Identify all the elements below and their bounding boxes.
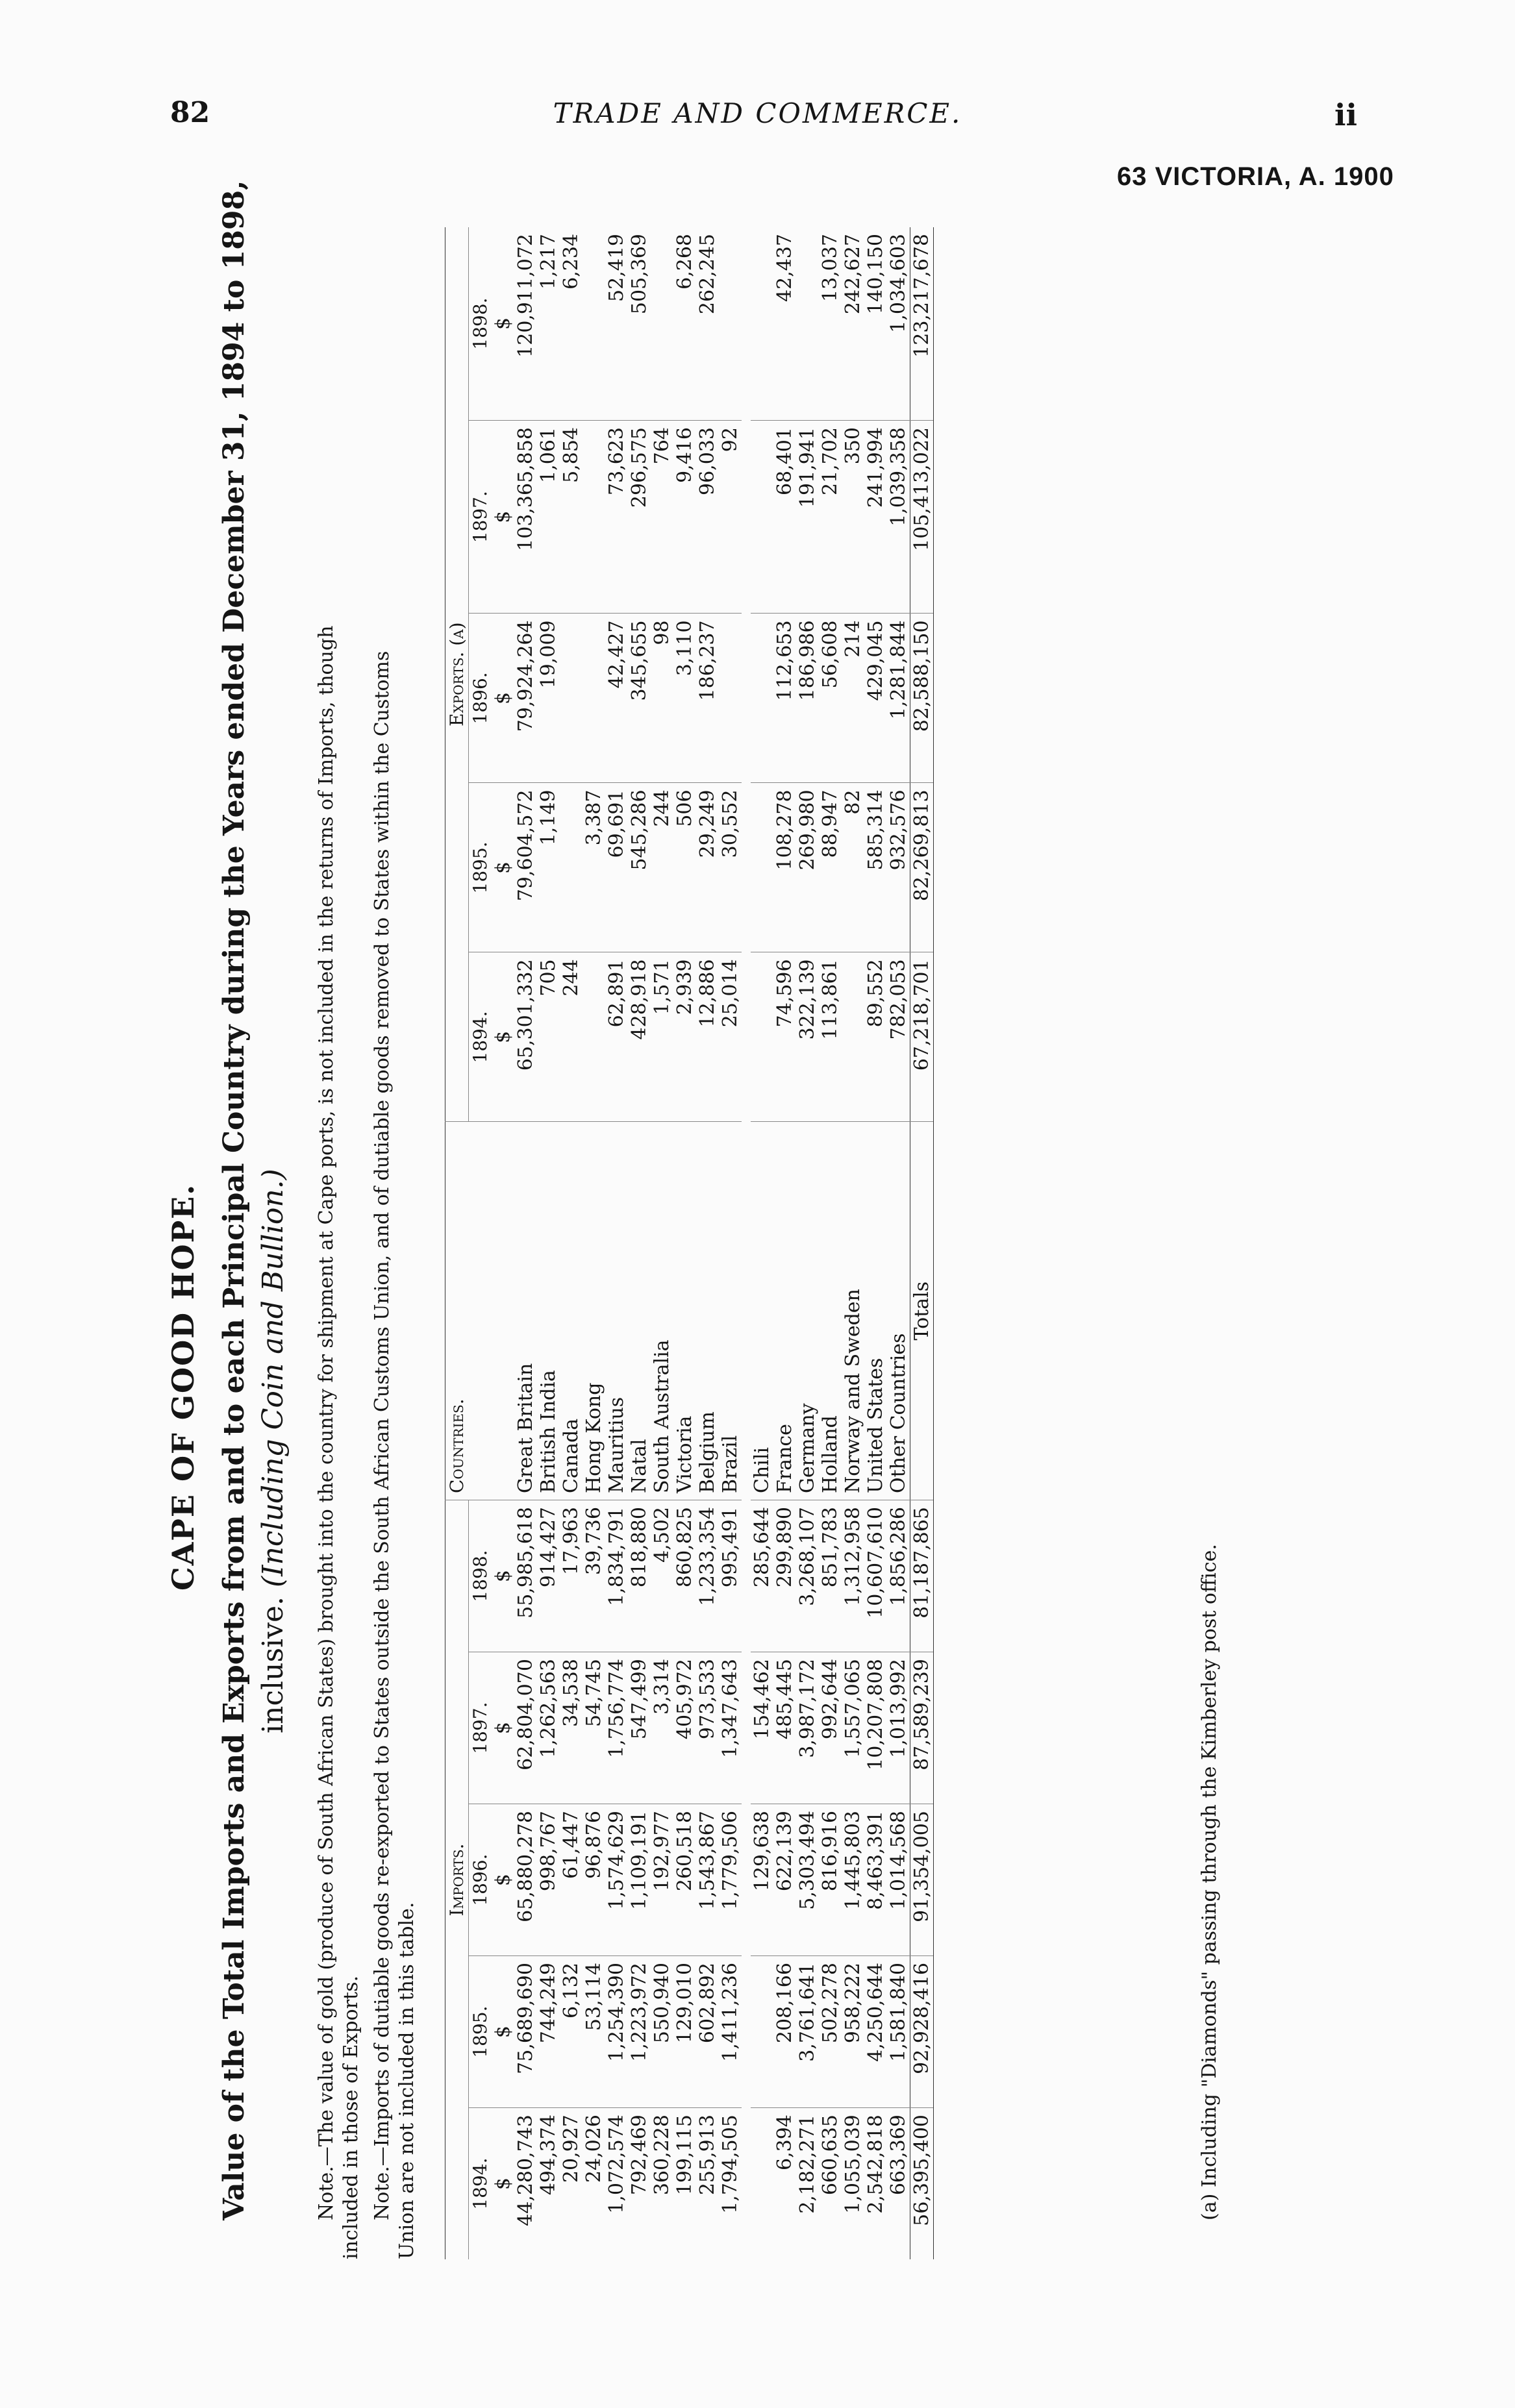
exports-value: 1,039,358 <box>887 421 910 614</box>
exports-total: 82,269,813 <box>910 783 934 952</box>
imports-value: 1,834,791 <box>605 1500 628 1652</box>
exports-value: 705 <box>537 959 560 997</box>
exports-value: 244 <box>560 959 582 997</box>
imports-value: 1,254,390 <box>605 1956 628 2108</box>
imports-value: 6,132 <box>560 1956 582 2108</box>
exports-value <box>719 227 742 421</box>
exports-value <box>751 614 773 783</box>
imports-value: 818,880 <box>628 1500 651 1652</box>
exports-value: 30,552 <box>719 783 742 952</box>
exports-value <box>751 227 773 421</box>
exports-value: 545,286 <box>628 783 651 952</box>
exports-value: 69,691 <box>605 783 628 952</box>
imports-value: 17,963 <box>560 1500 582 1652</box>
imports-year-1897: 1897. <box>469 1652 492 1804</box>
currency-symbol: $ <box>492 1652 514 1804</box>
imports-value: 20,927 <box>560 2115 582 2183</box>
totals-label: Totals <box>910 1122 934 1500</box>
exports-value: 68,401 <box>773 421 796 614</box>
imports-value: 96,876 <box>582 1804 605 1956</box>
country-name: Holland <box>819 1122 842 1500</box>
exports-value <box>582 421 605 614</box>
imports-value: 1,014,568 <box>887 1804 910 1956</box>
exports-value: 505,369 <box>628 227 651 421</box>
imports-year-1894: 1894. <box>470 2157 491 2210</box>
exports-value: 65,301,332 <box>514 959 537 1071</box>
exports-value: 3,110 <box>673 614 696 783</box>
exports-value <box>582 952 605 1122</box>
running-title: TRADE AND COMMERCE. <box>553 97 962 129</box>
imports-value: 3,268,107 <box>796 1500 819 1652</box>
currency-symbol: $ <box>492 227 514 421</box>
imports-total: 56,395,400 <box>910 2108 934 2259</box>
imports-value: 1,013,992 <box>887 1652 910 1804</box>
imports-value: 39,736 <box>582 1500 605 1652</box>
totals-row <box>910 227 934 2259</box>
note-2-cont: Union are not included in this table. <box>395 1902 418 2259</box>
imports-value: 3,987,172 <box>796 1652 819 1804</box>
imports-value: 260,518 <box>673 1804 696 1956</box>
exports-value <box>582 227 605 421</box>
exports-total: 67,218,701 <box>910 952 934 1122</box>
trade-table <box>445 227 934 2259</box>
imports-value: 602,892 <box>696 1956 719 2108</box>
imports-value: 995,491 <box>719 1500 742 1652</box>
table-row <box>560 227 582 2259</box>
table-row <box>751 227 773 2259</box>
table-row <box>628 227 651 2259</box>
exports-total: 105,413,022 <box>910 421 934 614</box>
countries-header: Countries. <box>445 1122 492 1500</box>
note-1: Note.—The value of gold (produce of South African States) brought into the country for shipment at Cape ports, is not included in the returns of Imports, though <box>315 625 338 2220</box>
exports-value: 429,045 <box>864 614 887 783</box>
exports-value: 56,608 <box>819 614 842 783</box>
table-row <box>673 227 696 2259</box>
exports-value: 92 <box>719 421 742 614</box>
exports-value: 2,939 <box>673 959 696 1015</box>
exports-value: 52,419 <box>605 227 628 421</box>
exports-value: 5,854 <box>560 421 582 614</box>
imports-value: 958,222 <box>842 1956 864 2108</box>
exports-value: 140,150 <box>864 227 887 421</box>
exports-value: 42,437 <box>773 227 796 421</box>
exports-value: 13,037 <box>819 227 842 421</box>
imports-value: 1,312,958 <box>842 1500 864 1652</box>
currency-symbol: $ <box>492 2178 514 2191</box>
imports-value: 54,745 <box>582 1652 605 1804</box>
imports-value: 860,825 <box>673 1500 696 1652</box>
imports-value: 53,114 <box>582 1956 605 2108</box>
table-row <box>819 227 842 2259</box>
imports-value: 2,182,271 <box>796 2115 819 2214</box>
table-subtitle: Value of the Total Imports and Exports from and to each Principal Country during the Years ended December 31, 1894 to 1898, <box>218 180 251 2220</box>
exports-value: 782,053 <box>887 959 910 1040</box>
imports-value: 1,581,840 <box>887 1956 910 2108</box>
imports-value: 10,607,610 <box>864 1500 887 1652</box>
table-row <box>796 227 819 2259</box>
country-name: British India <box>537 1122 560 1500</box>
imports-value: 1,411,236 <box>719 1956 742 2108</box>
country-name: France <box>773 1122 796 1500</box>
table-body <box>492 227 934 2259</box>
currency-symbol: $ <box>492 614 514 783</box>
currency-symbol: $ <box>492 1804 514 1956</box>
exports-value <box>751 421 773 614</box>
exports-value: 89,552 <box>864 959 887 1028</box>
imports-value: 1,072,574 <box>605 2115 628 2214</box>
currency-row <box>492 227 514 2259</box>
exports-value: 112,653 <box>773 614 796 783</box>
table-row <box>582 227 605 2259</box>
exports-value: 12,886 <box>696 959 719 1028</box>
exports-value: 6,234 <box>560 227 582 421</box>
exports-value: 1,034,603 <box>887 227 910 421</box>
imports-value: 10,207,808 <box>864 1652 887 1804</box>
imports-value: 1,794,505 <box>719 2115 742 2214</box>
section-mark: ii <box>1334 97 1357 132</box>
imports-value: 65,880,278 <box>514 1804 537 1956</box>
imports-value: 62,804,070 <box>514 1652 537 1804</box>
exports-value <box>651 227 673 421</box>
exports-value: 322,139 <box>796 959 819 1040</box>
exports-value: 108,278 <box>773 783 796 952</box>
exports-value: 79,604,572 <box>514 783 537 952</box>
imports-total: 81,187,865 <box>910 1500 934 1652</box>
imports-value: 1,055,039 <box>842 2115 864 2214</box>
exports-value: 3,387 <box>582 783 605 952</box>
session-label: 63 VICTORIA, A. 1900 <box>1117 162 1394 191</box>
country-name: United States <box>864 1122 887 1500</box>
country-name: Germany <box>796 1122 819 1500</box>
table-subtitle-line-2 <box>257 1169 290 1733</box>
imports-value: 5,303,494 <box>796 1804 819 1956</box>
exports-value: 214 <box>842 614 864 783</box>
imports-value: 998,767 <box>537 1804 560 1956</box>
imports-year-1898: 1898. <box>469 1500 492 1652</box>
page-title: CAPE OF GOOD HOPE. <box>166 1183 201 1591</box>
imports-value: 8,463,391 <box>864 1804 887 1956</box>
table-row <box>719 227 742 2259</box>
table-row <box>842 227 864 2259</box>
exports-value: 1,571 <box>651 959 673 1015</box>
imports-value: 744,249 <box>537 1956 560 2108</box>
exports-total: 123,217,678 <box>910 227 934 421</box>
exports-year-1894: 1894. <box>470 1011 491 1063</box>
row-spacer <box>742 227 751 2259</box>
exports-value: 42,427 <box>605 614 628 783</box>
imports-value: 660,635 <box>819 2115 842 2196</box>
currency-symbol: $ <box>492 421 514 614</box>
imports-value: 154,462 <box>751 1652 773 1804</box>
exports-value: 113,861 <box>819 959 842 1040</box>
country-name: Natal <box>628 1122 651 1500</box>
imports-value: 1,856,286 <box>887 1500 910 1652</box>
imports-value: 34,538 <box>560 1652 582 1804</box>
exports-value: 585,314 <box>864 783 887 952</box>
imports-value: 4,502 <box>651 1500 673 1652</box>
exports-value: 932,576 <box>887 783 910 952</box>
table-row <box>537 227 560 2259</box>
imports-value: 1,574,629 <box>605 1804 628 1956</box>
imports-value: 3,761,641 <box>796 1956 819 2108</box>
imports-year-1896: 1896. <box>469 1804 492 1956</box>
exports-value: 82 <box>842 783 864 952</box>
imports-value: 1,233,354 <box>696 1500 719 1652</box>
imports-value: 1,756,774 <box>605 1652 628 1804</box>
imports-value: 199,115 <box>673 2115 696 2196</box>
country-name: Chili <box>751 1122 773 1500</box>
imports-value: 61,447 <box>560 1804 582 1956</box>
exports-value: 62,891 <box>605 959 628 1028</box>
imports-total: 87,589,239 <box>910 1652 934 1804</box>
imports-value: 24,026 <box>582 2115 605 2183</box>
imports-value: 1,109,191 <box>628 1804 651 1956</box>
imports-value: 208,166 <box>773 1956 796 2108</box>
exports-value: 191,941 <box>796 421 819 614</box>
exports-value: 262,245 <box>696 227 719 421</box>
exports-value: 1,061 <box>537 421 560 614</box>
table-row <box>864 227 887 2259</box>
exports-value: 345,655 <box>628 614 651 783</box>
country-name: Hong Kong <box>582 1122 605 1500</box>
imports-value: 1,445,803 <box>842 1804 864 1956</box>
imports-value: 816,916 <box>819 1804 842 1956</box>
imports-value: 3,314 <box>651 1652 673 1804</box>
imports-value: 6,394 <box>773 2115 796 2170</box>
imports-value: 55,985,618 <box>514 1500 537 1652</box>
exports-value: 506 <box>673 783 696 952</box>
exports-value: 79,924,264 <box>514 614 537 783</box>
exports-value <box>796 227 819 421</box>
country-name: Mauritius <box>605 1122 628 1500</box>
currency-symbol: $ <box>492 952 514 1122</box>
imports-value: 914,427 <box>537 1500 560 1652</box>
imports-value: 992,644 <box>819 1652 842 1804</box>
currency-symbol: $ <box>492 1500 514 1652</box>
exports-value: 244 <box>651 783 673 952</box>
table-row <box>887 227 910 2259</box>
exports-total: 82,588,150 <box>910 614 934 783</box>
exports-year-1896: 1896. <box>469 614 492 783</box>
imports-value: 285,644 <box>751 1500 773 1652</box>
imports-value: 2,542,818 <box>864 2115 887 2214</box>
currency-symbol: $ <box>492 783 514 952</box>
imports-value: 485,445 <box>773 1652 796 1804</box>
rotated-table-page <box>166 180 1515 2259</box>
imports-total: 92,928,416 <box>910 1956 934 2108</box>
exports-value: 241,994 <box>864 421 887 614</box>
imports-header: Imports. <box>445 1500 469 2259</box>
imports-value: 405,972 <box>673 1652 696 1804</box>
exports-value: 269,980 <box>796 783 819 952</box>
exports-value: 96,033 <box>696 421 719 614</box>
imports-value: 129,010 <box>673 1956 696 2108</box>
table-row <box>514 227 537 2259</box>
imports-value: 4,250,644 <box>864 1956 887 2108</box>
country-name: Belgium <box>696 1122 719 1500</box>
exports-value: 73,623 <box>605 421 628 614</box>
imports-value: 550,940 <box>651 1956 673 2108</box>
exports-value: 29,249 <box>696 783 719 952</box>
imports-value: 494,374 <box>537 2115 560 2196</box>
imports-value: 1,779,506 <box>719 1804 742 1956</box>
exports-value: 1,217 <box>537 227 560 421</box>
table-row <box>605 227 628 2259</box>
exports-value: 186,986 <box>796 614 819 783</box>
exports-value: 764 <box>651 421 673 614</box>
exports-value: 6,268 <box>673 227 696 421</box>
country-name: Canada <box>560 1122 582 1500</box>
page-number: 82 <box>170 96 210 129</box>
exports-value <box>560 614 582 783</box>
exports-value <box>751 952 773 1122</box>
exports-value <box>751 783 773 952</box>
exports-value <box>842 952 864 1122</box>
exports-year-1898: 1898. <box>469 227 492 421</box>
exports-value: 120,911,072 <box>514 227 537 421</box>
exports-value <box>719 614 742 783</box>
exports-value: 98 <box>651 614 673 783</box>
imports-value: 792,469 <box>628 2115 651 2196</box>
imports-value: 1,262,563 <box>537 1652 560 1804</box>
exports-value: 25,014 <box>719 959 742 1028</box>
exports-value: 428,918 <box>628 959 651 1040</box>
imports-value: 299,890 <box>773 1500 796 1652</box>
exports-header: Exports. (a) <box>445 227 469 1122</box>
imports-year-1895: 1895. <box>469 1956 492 2108</box>
imports-value: 1,557,065 <box>842 1652 864 1804</box>
exports-value: 88,947 <box>819 783 842 952</box>
country-name: Brazil <box>719 1122 742 1500</box>
subtitle-including-note: (Including Coin and Bullion.) <box>257 1169 290 1587</box>
imports-value: 622,139 <box>773 1804 796 1956</box>
imports-value: 851,783 <box>819 1500 842 1652</box>
imports-value: 1,223,972 <box>628 1956 651 2108</box>
table-row <box>773 227 796 2259</box>
subtitle-inclusive: inclusive. <box>257 1596 290 1733</box>
exports-value: 19,009 <box>537 614 560 783</box>
exports-value: 74,596 <box>773 959 796 1028</box>
imports-value: 973,533 <box>696 1652 719 1804</box>
imports-value: 129,638 <box>751 1804 773 1956</box>
note-1-cont: included in those of Exports. <box>340 1975 362 2259</box>
exports-value: 350 <box>842 421 864 614</box>
currency-symbol: $ <box>492 1956 514 2108</box>
imports-value: 547,499 <box>628 1652 651 1804</box>
exports-value: 242,627 <box>842 227 864 421</box>
imports-value: 75,689,690 <box>514 1956 537 2108</box>
exports-value <box>560 783 582 952</box>
exports-value: 1,281,844 <box>887 614 910 783</box>
footnote: (a) Including "Diamonds" passing through the Kimberley post office. <box>1198 1544 1221 2220</box>
imports-value: 663,369 <box>887 2115 910 2196</box>
country-name: Norway and Sweden <box>842 1122 864 1500</box>
country-name: Great Britain <box>514 1122 537 1500</box>
exports-value: 1,149 <box>537 783 560 952</box>
imports-value: 1,543,867 <box>696 1804 719 1956</box>
country-name: Victoria <box>673 1122 696 1500</box>
imports-value: 44,280,743 <box>514 2115 537 2226</box>
exports-year-1895: 1895. <box>469 783 492 952</box>
exports-value <box>582 614 605 783</box>
imports-value: 360,228 <box>651 2115 673 2196</box>
currency-spacer <box>492 1122 514 1500</box>
exports-value: 21,702 <box>819 421 842 614</box>
exports-value: 9,416 <box>673 421 696 614</box>
imports-value: 192,977 <box>651 1804 673 1956</box>
imports-value: 502,278 <box>819 1956 842 2108</box>
exports-value: 103,365,858 <box>514 421 537 614</box>
imports-total: 91,354,005 <box>910 1804 934 1956</box>
note-2: Note.—Imports of dutiable goods re-exported to States outside the South African Customs Union, and of dutiable goods removed to States within the Customs <box>371 651 394 2220</box>
country-name: South Australia <box>651 1122 673 1500</box>
imports-value: 255,913 <box>696 2115 719 2196</box>
exports-value: 186,237 <box>696 614 719 783</box>
imports-value <box>751 1956 773 2108</box>
imports-value <box>751 2108 773 2259</box>
table-row <box>651 227 673 2259</box>
country-name: Other Countries <box>887 1122 910 1500</box>
exports-value: 296,575 <box>628 421 651 614</box>
exports-year-1897: 1897. <box>469 421 492 614</box>
imports-value: 1,347,643 <box>719 1652 742 1804</box>
table-row <box>696 227 719 2259</box>
